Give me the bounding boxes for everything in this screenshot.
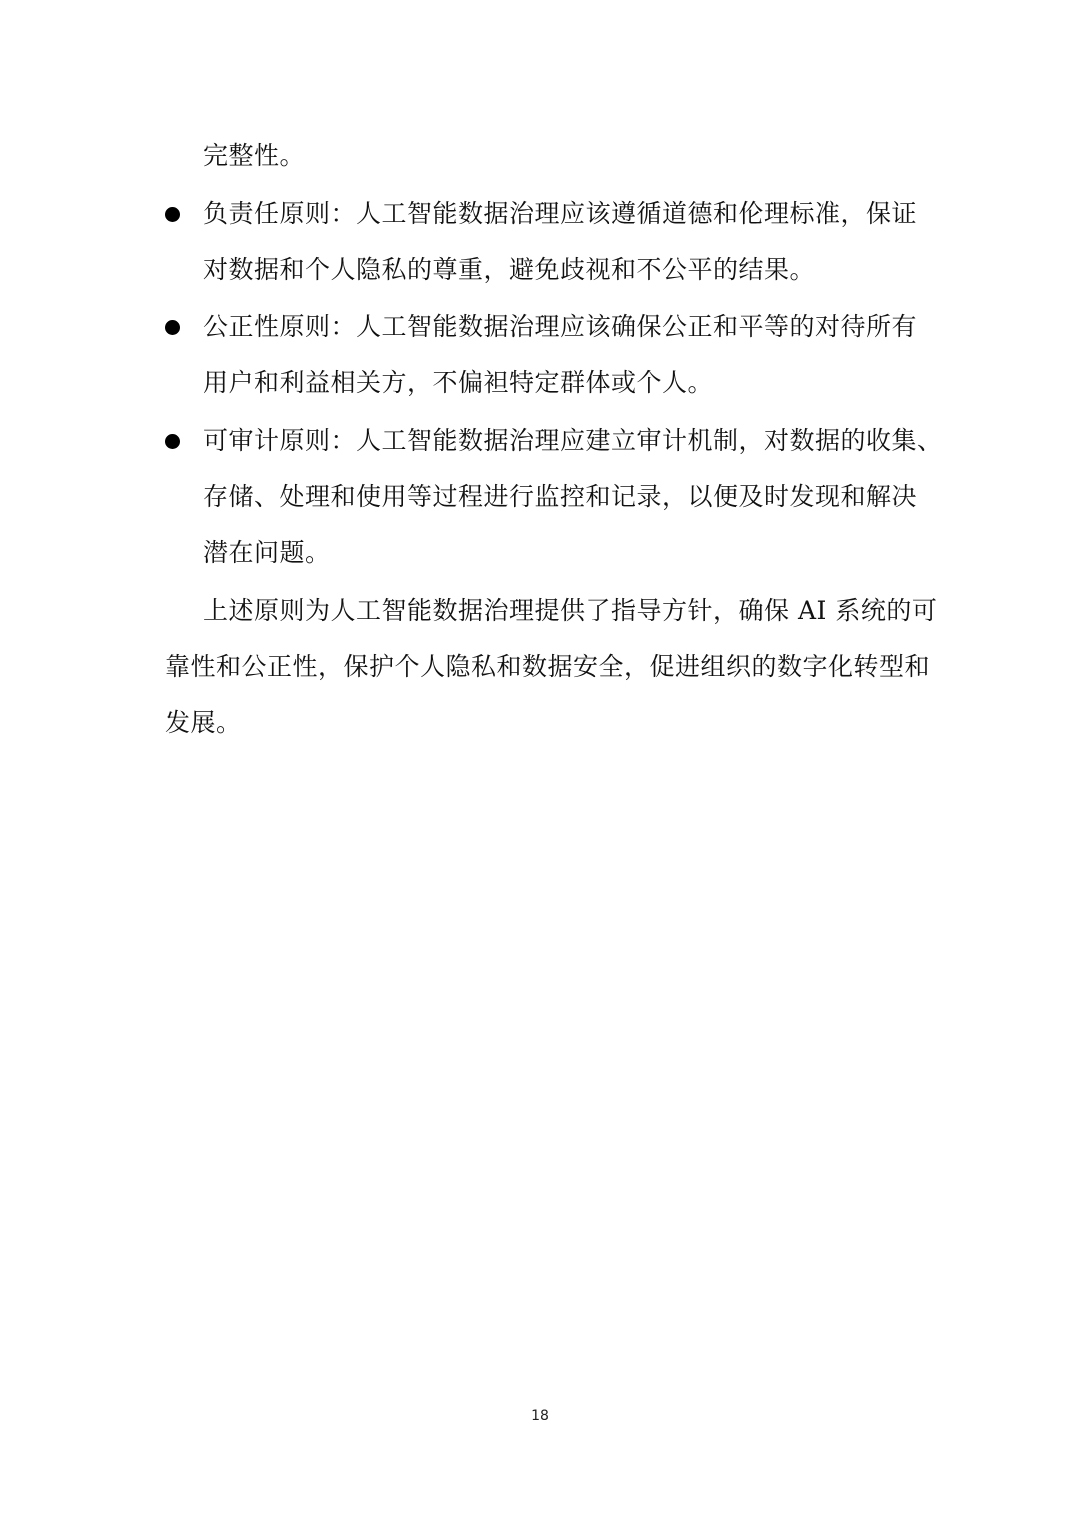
- page-number: 18: [531, 1408, 549, 1424]
- paragraph-line: 上述原则为人工智能数据治理提供了指导方针，确保 AI 系统的可: [203, 596, 938, 625]
- list-item-line: 用户和利益相关方，不偏袒特定群体或个人。: [203, 368, 714, 397]
- bullet-icon: [165, 320, 180, 335]
- list-item-line: 存储、处理和使用等过程进行监控和记录，以便及时发现和解决: [203, 482, 918, 511]
- bullet-icon: [165, 434, 180, 449]
- list-item-line: 对数据和个人隐私的尊重，避免歧视和不公平的结果。: [203, 255, 816, 284]
- paragraph-line: 靠性和公正性，保护个人隐私和数据安全，促进组织的数字化转型和: [165, 652, 931, 681]
- list-item-line: 负责任原则：人工智能数据治理应该遵循道德和伦理标准，保证: [203, 199, 918, 228]
- continuation-text: 完整性。: [203, 141, 306, 170]
- list-item-line: 公正性原则：人工智能数据治理应该确保公正和平等的对待所有: [203, 312, 918, 341]
- list-item-line: 可审计原则：人工智能数据治理应建立审计机制，对数据的收集、: [203, 426, 943, 455]
- bullet-icon: [165, 207, 180, 222]
- list-item-line: 潜在问题。: [203, 538, 331, 567]
- paragraph-line: 发展。: [165, 708, 242, 737]
